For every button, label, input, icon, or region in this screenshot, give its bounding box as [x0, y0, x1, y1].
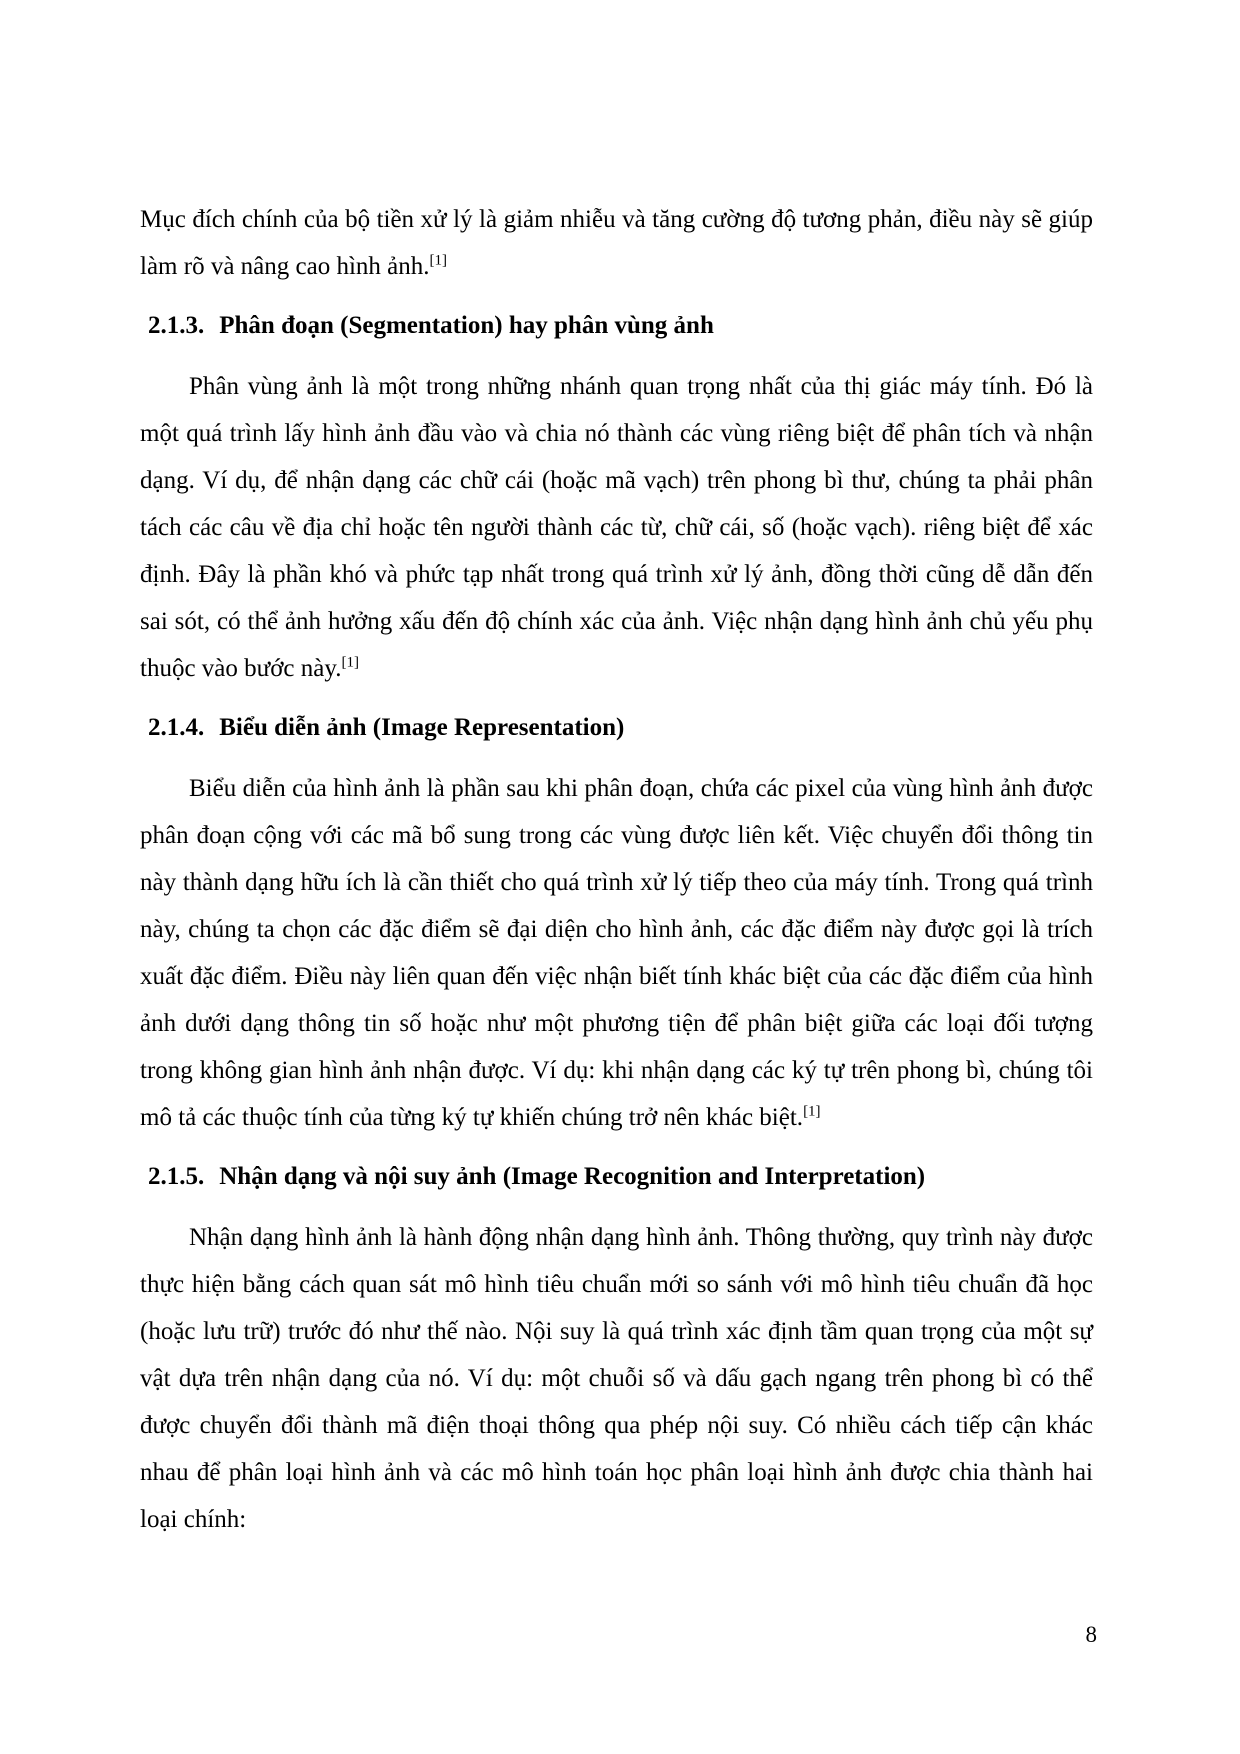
heading-number: 2.1.4. [148, 714, 205, 741]
paragraph-segmentation [140, 363, 1093, 692]
heading-title: Nhận dạng và nội suy ảnh (Image Recognition and Interpretation) [219, 1163, 926, 1190]
citation-marker: [1] [341, 654, 359, 671]
section-heading-2-1-4 [140, 704, 1093, 751]
paragraph-recognition [140, 1214, 1093, 1543]
paragraph-text: Phân vùng ảnh là một trong những nhánh quan trọng nhất của thị giác máy tính. Đó là một quá trình lấy hình ảnh đầu vào và chia nó thành các vùng riêng biệt để phân tích và nhận dạng. Ví dụ, để nhận dạng các chữ cái (hoặc mã vạch) trên phong bì thư, chúng ta phải phân tách các câu về địa chỉ hoặc tên người thành các từ, chữ cái, số (hoặc vạch). riêng biệt để xác định. Đây là phần khó và phức tạp nhất trong quá trình xử lý ảnh, đồng thời cũng dễ dẫn đến sai sót, có thể ảnh hưởng xấu đến độ chính xác của ảnh. Việc nhận dạng hình ảnh chủ yếu phụ thuộc vào bước này. [140, 373, 1093, 682]
paragraph-text: Nhận dạng hình ảnh là hành động nhận dạng hình ảnh. Thông thường, quy trình này được thực hiện bằng cách quan sát mô hình tiêu chuẩn mới so sánh với mô hình tiêu chuẩn đã học (hoặc lưu trữ) trước đó như thế nào. Nội suy là quá trình xác định tầm quan trọng của một sự vật dựa trên nhận dạng của nó. Ví dụ: một chuỗi số và dấu gạch ngang trên phong bì có thể được chuyển đổi thành mã điện thoại thông qua phép nội suy. Có nhiều cách tiếp cận khác nhau để phân loại hình ảnh và các mô hình toán học phân loại hình ảnh được chia thành hai loại chính: [140, 1224, 1093, 1533]
heading-number: 2.1.5. [148, 1163, 205, 1190]
heading-number: 2.1.3. [148, 312, 205, 339]
page-footer [1086, 1620, 1098, 1650]
heading-title: Biểu diễn ảnh (Image Representation) [219, 714, 625, 741]
paragraph-text: Biểu diễn của hình ảnh là phần sau khi phân đoạn, chứa các pixel của vùng hình ảnh được phân đoạn cộng với các mã bổ sung trong các vùng được liên kết. Việc chuyển đổi thông tin này thành dạng hữu ích là cần thiết cho quá trình xử lý tiếp theo của máy tính. Trong quá trình này, chúng ta chọn các đặc điểm sẽ đại diện cho hình ảnh, các đặc điểm này được gọi là trích xuất đặc điểm. Điều này liên quan đến việc nhận biết tính khác biệt của các đặc điểm của hình ảnh dưới dạng thông tin số hoặc như một phương tiện để phân biệt giữa các loại đối tượng trong không gian hình ảnh nhận được. Ví dụ: khi nhận dạng các ký tự trên phong bì, chúng tôi mô tả các thuộc tính của từng ký tự khiến chúng trở nên khác biệt. [140, 775, 1093, 1131]
paragraph-text: Mục đích chính của bộ tiền xử lý là giảm nhiễu và tăng cường độ tương phản, điều này sẽ giúp làm rõ và nâng cao hình ảnh. [140, 206, 1093, 280]
citation-marker: [1] [429, 252, 447, 269]
section-heading-2-1-3 [140, 302, 1093, 349]
section-heading-2-1-5 [140, 1153, 1093, 1200]
citation-marker: [1] [803, 1103, 821, 1120]
paragraph-preprocessing [140, 196, 1093, 290]
heading-title: Phân đoạn (Segmentation) hay phân vùng ảnh [219, 312, 714, 339]
page-number: 8 [1085, 1622, 1097, 1647]
paragraph-representation [140, 765, 1093, 1141]
page-body [140, 196, 1093, 1543]
